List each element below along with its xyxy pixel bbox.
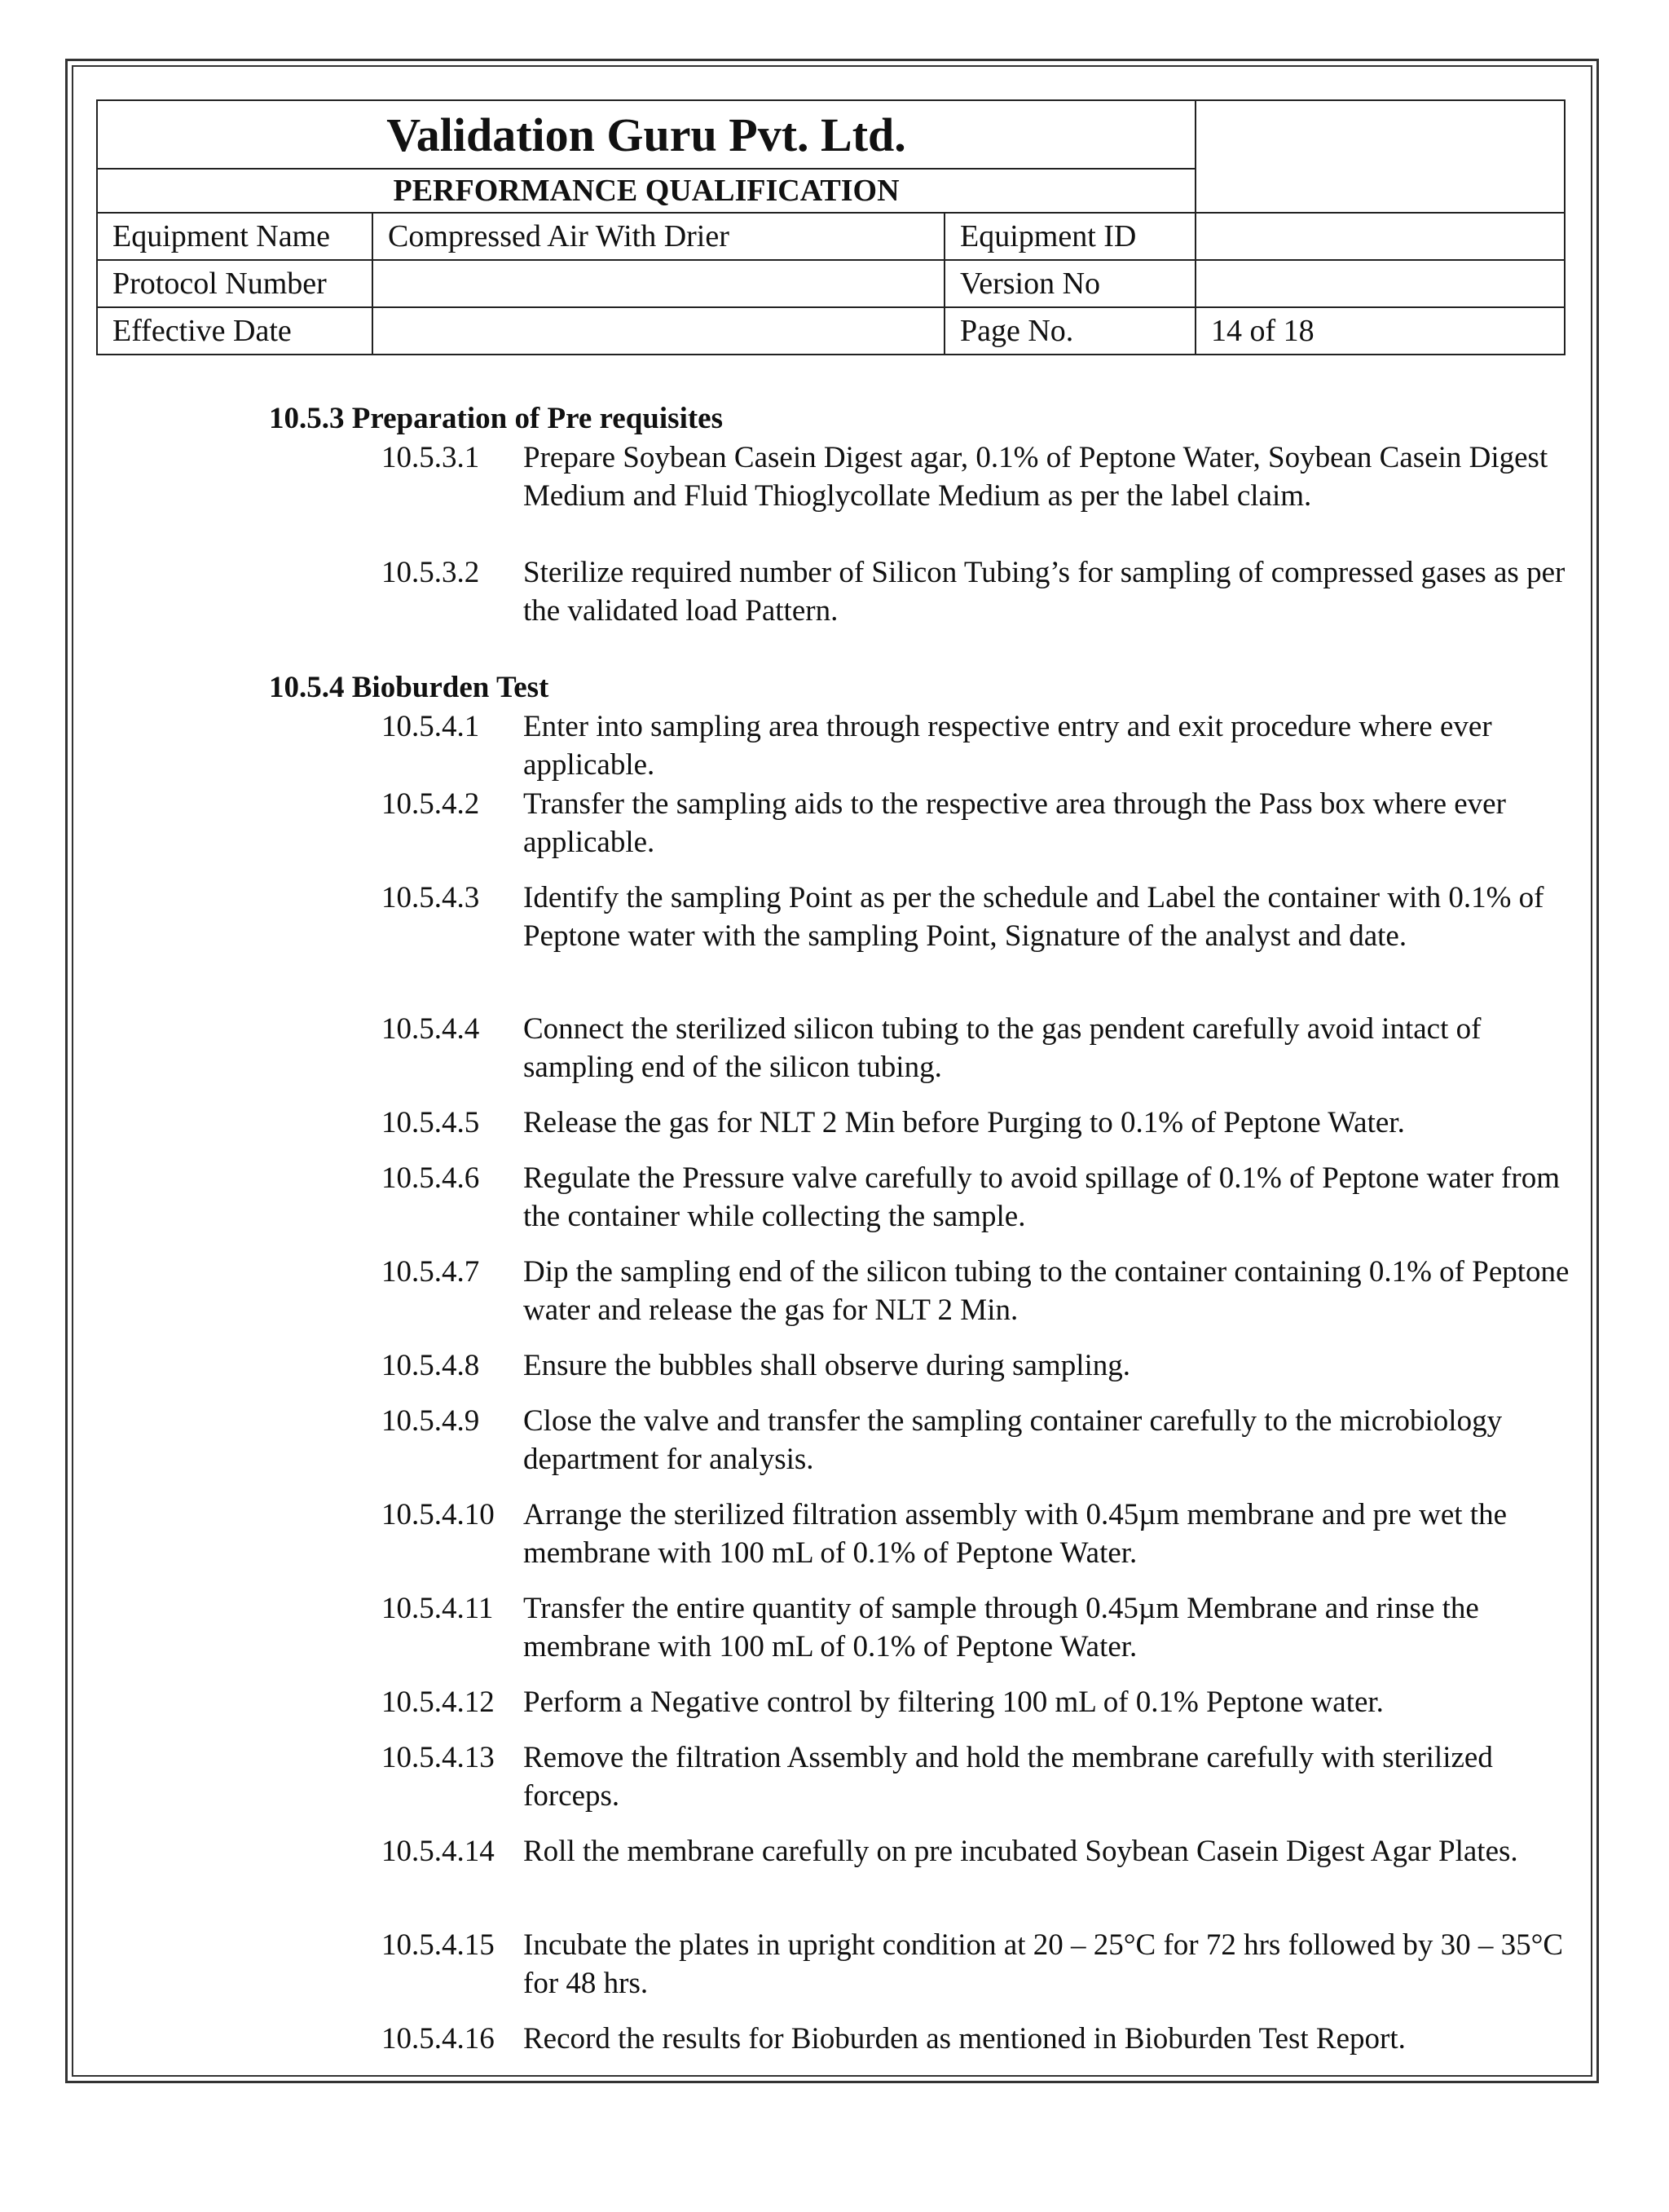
item-text: Connect the sterilized silicon tubing to the gas pendent carefully avoid intact of sampling end of the silicon tubing. xyxy=(523,1012,1482,1084)
item-number: 10.5.4.1 xyxy=(381,710,480,743)
item-number: 10.5.4.5 xyxy=(381,1106,480,1139)
item-text: Sterilize required number of Silicon Tubing’s for sampling of compressed gases as per the validated load Pattern. xyxy=(523,556,1566,628)
page-no-value: 14 of 18 xyxy=(1196,307,1565,355)
item-text: Record the results for Bioburden as mentioned in Bioburden Test Report. xyxy=(523,2022,1406,2056)
item-text: Regulate the Pressure valve carefully to avoid spillage of 0.1% of Peptone water from the container while collecting the sample. xyxy=(523,1161,1560,1233)
page-no-label: Page No. xyxy=(945,307,1196,355)
item-number: 10.5.4.9 xyxy=(381,1404,480,1438)
item-text: Ensure the bubbles shall observe during sampling. xyxy=(523,1349,1131,1382)
item-number: 10.5.4.8 xyxy=(381,1349,480,1382)
protocol-number-value xyxy=(372,260,945,307)
protocol-number-label: Protocol Number xyxy=(97,260,372,307)
document-subtitle: PERFORMANCE QUALIFICATION xyxy=(97,169,1196,213)
item-number: 10.5.4.3 xyxy=(381,881,480,914)
equipment-id-value xyxy=(1196,213,1565,260)
item-number: 10.5.4.13 xyxy=(381,1741,495,1774)
effective-date-value xyxy=(372,307,945,355)
version-no-value xyxy=(1196,260,1565,307)
item-text: Identify the sampling Point as per the schedule and Label the container with 0.1% of Peptone water with the sampling Point, Signature of the analyst and date. xyxy=(523,881,1544,953)
item-number: 10.5.3.2 xyxy=(381,556,480,589)
effective-date-label: Effective Date xyxy=(97,307,372,355)
item-number: 10.5.3.1 xyxy=(381,441,480,474)
item-number: 10.5.4.12 xyxy=(381,1685,495,1719)
item-text: Dip the sampling end of the silicon tubing to the container containing 0.1% of Peptone water and release the gas for NLT 2 Min. xyxy=(523,1255,1570,1327)
item-number: 10.5.4.16 xyxy=(381,2022,495,2056)
logo-cell xyxy=(1196,100,1565,213)
equipment-name-value: Compressed Air With Drier xyxy=(372,213,945,260)
item-text: Transfer the sampling aids to the respective area through the Pass box where ever applicable. xyxy=(523,787,1506,859)
item-text: Transfer the entire quantity of sample through 0.45µm Membrane and rinse the membrane with 100 mL of 0.1% of Peptone Water. xyxy=(523,1592,1479,1663)
item-number: 10.5.4.2 xyxy=(381,787,480,821)
item-number: 10.5.4.11 xyxy=(381,1592,494,1625)
item-text: Remove the filtration Assembly and hold the membrane carefully with sterilized forceps. xyxy=(523,1741,1493,1813)
item-text: Arrange the sterilized filtration assembly with 0.45µm membrane and pre wet the membrane with 100 mL of 0.1% of Peptone Water. xyxy=(523,1498,1507,1570)
item-text: Close the valve and transfer the sampling container carefully to the microbiology department for analysis. xyxy=(523,1404,1503,1476)
item-text: Prepare Soybean Casein Digest agar, 0.1% of Peptone Water, Soybean Casein Digest Medium and Fluid Thioglycollate Medium as per the label claim. xyxy=(523,441,1548,513)
item-number: 10.5.4.6 xyxy=(381,1161,480,1195)
item-number: 10.5.4.15 xyxy=(381,1928,495,1962)
item-number: 10.5.4.14 xyxy=(381,1835,495,1868)
section-heading: 10.5.3 Preparation of Pre requisites xyxy=(269,402,723,435)
item-number: 10.5.4.4 xyxy=(381,1012,480,1046)
item-text: Release the gas for NLT 2 Min before Purging to 0.1% of Peptone Water. xyxy=(523,1106,1405,1139)
item-text: Enter into sampling area through respective entry and exit procedure where ever applicable. xyxy=(523,710,1492,782)
equipment-name-label: Equipment Name xyxy=(97,213,372,260)
section-heading: 10.5.4 Bioburden Test xyxy=(269,671,549,704)
equipment-id-label: Equipment ID xyxy=(945,213,1196,260)
company-name: Validation Guru Pvt. Ltd. xyxy=(97,100,1196,169)
item-text: Perform a Negative control by filtering 100 mL of 0.1% Peptone water. xyxy=(523,1685,1384,1719)
item-number: 10.5.4.10 xyxy=(381,1498,495,1531)
item-text: Incubate the plates in upright condition at 20 – 25°C for 72 hrs followed by 30 – 35°C for 48 hrs. xyxy=(523,1928,1564,2000)
version-no-label: Version No xyxy=(945,260,1196,307)
item-number: 10.5.4.7 xyxy=(381,1255,480,1289)
document-header-table xyxy=(96,99,1566,355)
item-text: Roll the membrane carefully on pre incubated Soybean Casein Digest Agar Plates. xyxy=(523,1835,1518,1868)
